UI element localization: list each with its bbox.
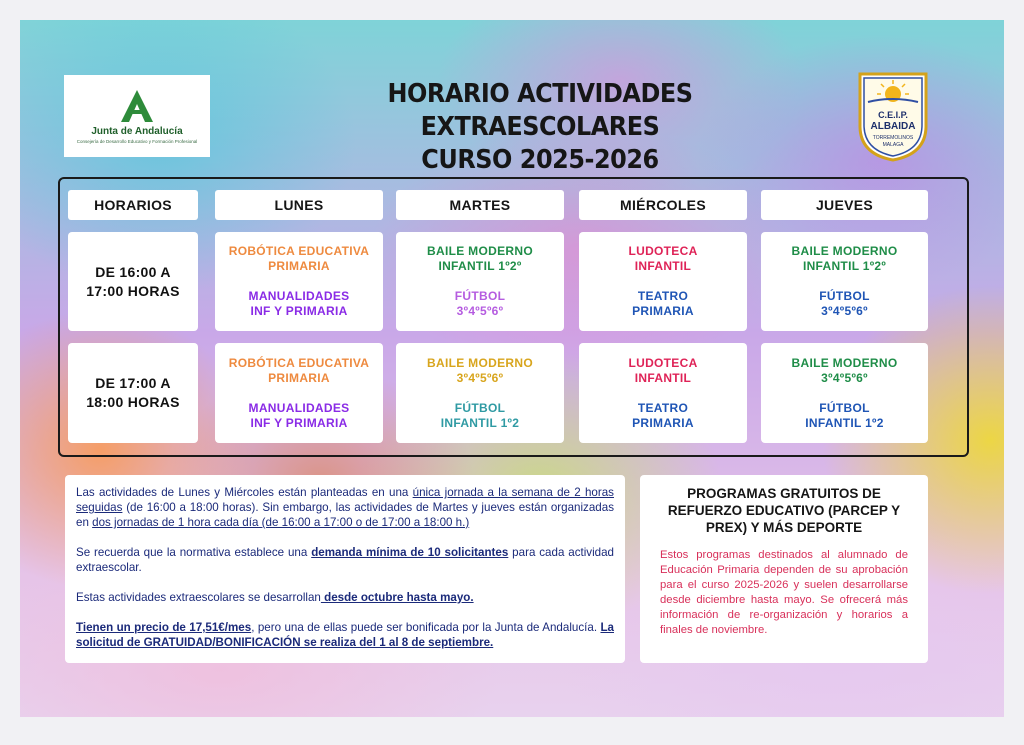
activity-group: 3º4º5º6º — [456, 370, 504, 385]
time-slot-2-line-1: DE 17:00 A — [95, 375, 171, 391]
activity-group: INFANTIL 1º2 — [440, 415, 520, 430]
activity-group: 3º4º5º6º — [821, 370, 868, 385]
activity-group: INF Y PRIMARIA — [250, 415, 348, 430]
time-slot-1 — [68, 232, 198, 331]
activity-group: PRIMARIA — [632, 304, 694, 318]
info-paragraph-schedule — [76, 485, 614, 530]
header-martes: MARTES — [396, 190, 564, 220]
activity-name: ROBÓTICA EDUCATIVA — [228, 355, 370, 370]
activity-name: MANUALIDADES — [248, 289, 350, 303]
activity-name: TEATRO — [637, 400, 689, 415]
cell-lunes-slot-2 — [215, 343, 383, 443]
activity-name: TEATRO — [637, 289, 689, 303]
cell-jueves-slot-1 — [761, 232, 928, 331]
info-text: Estas actividades extraescolares se desarrollan — [76, 591, 321, 604]
header-horarios: HORARIOS — [68, 190, 198, 220]
activity-name: ROBÓTICA EDUCATIVA — [228, 244, 370, 258]
header-jueves: JUEVES — [761, 190, 928, 220]
activity-name: LUDOTECA — [628, 355, 698, 370]
activity-name: BAILE MODERNO — [427, 355, 533, 370]
info-text: Se recuerda que la normativa establece una — [76, 546, 312, 559]
activity-group: INFANTIL — [634, 259, 692, 273]
info-text: , pero una de ellas puede ser bonificada por la Junta de Andalucía. — [251, 621, 601, 634]
info-paragraph-minimum — [76, 545, 614, 575]
crest-city: MALAGA — [882, 142, 904, 148]
activities-info-box — [65, 475, 625, 663]
header-lunes: LUNES — [215, 190, 383, 220]
logo-left-name: Junta de Andalucía — [91, 126, 183, 137]
info-bold-text: demanda mínima de 10 solicitantes — [311, 546, 509, 559]
activity-name: BAILE MODERNO — [791, 244, 898, 258]
activity-group: INF Y PRIMARIA — [250, 304, 348, 318]
info-underlined-text: dos jornadas de 1 hora cada día (de 16:00 a 17:00 o de 17:00 a 18:00 h.) — [92, 516, 470, 529]
poster-background — [20, 20, 1004, 717]
activity-name: FÚTBOL — [454, 289, 506, 303]
activity-group: INFANTIL 1º2 — [805, 415, 884, 430]
cell-miercoles-slot-1 — [579, 232, 747, 331]
activity-name: MANUALIDADES — [248, 400, 350, 415]
activity-name: FÚTBOL — [819, 400, 870, 415]
info-bold-text: Tienen un precio de 17,51€/mes — [76, 621, 252, 634]
cell-martes-slot-2 — [396, 343, 564, 443]
activity-group: INFANTIL 1º2º — [438, 259, 522, 273]
time-slot-1-line-1: DE 16:00 A — [95, 263, 171, 280]
time-slot-2 — [68, 343, 198, 443]
crest-school-name: ALBAIDA — [870, 121, 916, 132]
activity-name: FÚTBOL — [819, 289, 870, 303]
cell-miercoles-slot-2 — [579, 343, 747, 443]
info-text: (de 16:00 a 18:00 horas). Sin embargo, las actividades de Martes y jueves están organizadas en — [76, 501, 614, 529]
crest-town: TORREMOLINOS — [872, 135, 914, 141]
title-line-2: CURSO 2025-2026 — [421, 145, 659, 175]
activity-name: BAILE MODERNO — [791, 355, 898, 370]
logo-left-subtitle: Consejería de Desarrollo Educativo y Formación Profesional — [76, 139, 198, 144]
free-programs-title: PROGRAMAS GRATUITOS DE REFUERZO EDUCATIVO (PARCEP Y PREX) Y MÁS DEPORTE — [667, 486, 901, 535]
activity-name: FÚTBOL — [454, 400, 506, 415]
page-title — [301, 78, 779, 177]
junta-andalucia-logo — [64, 75, 210, 157]
title-line-1: HORARIO ACTIVIDADES EXTRAESCOLARES — [387, 79, 693, 142]
activity-group: 3º4º5º6º — [456, 304, 504, 318]
free-programs-box — [640, 475, 928, 663]
activity-group: PRIMARIA — [268, 370, 330, 385]
info-paragraph-price — [76, 620, 614, 650]
crest-school-abbr: C.E.I.P. — [878, 110, 908, 120]
activity-name: BAILE MODERNO — [427, 244, 533, 258]
info-underlined-text: única jornada a la semana de 2 horas seguidas — [76, 486, 614, 514]
info-bold-text: La solicitud de GRATUIDAD/BONIFICACIÓN se realiza del 1 al 8 de septiembre. — [76, 621, 614, 649]
activity-group: PRIMARIA — [632, 415, 694, 430]
info-bold-text: desde octubre hasta mayo. — [320, 591, 474, 604]
cell-lunes-slot-1 — [215, 232, 383, 331]
time-slot-2-line-2: 18:00 HORAS — [86, 394, 180, 410]
header-miercoles: MIÉRCOLES — [579, 190, 747, 220]
activity-group: INFANTIL 1º2º — [802, 259, 887, 273]
school-crest-logo — [856, 70, 930, 162]
junta-andalucia-emblem-icon — [117, 88, 157, 124]
info-paragraph-dates — [76, 590, 614, 605]
activity-name: LUDOTECA — [628, 244, 698, 258]
info-text: Las actividades de Lunes y Miércoles están planteadas en una — [76, 486, 413, 499]
cell-martes-slot-1 — [396, 232, 564, 331]
activity-group: PRIMARIA — [268, 259, 330, 273]
activity-group: 3º4º5º6º — [821, 304, 868, 318]
info-text: para cada actividad extraescolar. — [76, 546, 614, 574]
activity-group: INFANTIL — [634, 370, 692, 385]
free-programs-text: Estos programas destinados al alumnado de Educación Primaria dependen de su aprobación para el curso 2025-2026 y suelen desarrollarse desde diciembre hasta mayo. Se ofrecerá más información de re-organización y horarios a finales de noviembre. — [660, 549, 908, 636]
time-slot-1-line-2: 17:00 HORAS — [86, 282, 180, 299]
cell-jueves-slot-2 — [761, 343, 928, 443]
